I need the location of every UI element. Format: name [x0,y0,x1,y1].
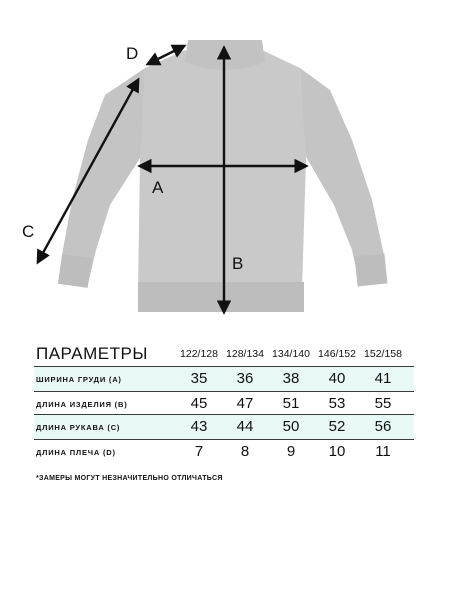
table-row-chest [34,366,414,392]
size-header [176,348,406,360]
row-label: ДЛИНА ПЛЕЧА (D) [36,448,116,457]
left-sleeve [60,68,145,284]
table-row-sleeve [34,414,414,440]
label-shoulder: D [126,44,139,63]
cell: 52 [328,418,346,435]
table-title: ПАРАМЕТРЫ [36,344,148,363]
cell: 53 [328,395,346,412]
cell: 8 [240,443,250,460]
cell: 55 [374,395,392,412]
waistband [138,282,304,312]
size-col-4: 146/152 [318,348,356,360]
size-col-2: 128/134 [226,348,264,360]
size-col-5: 152/158 [364,348,402,360]
cell: 45 [190,395,208,412]
cell: 40 [328,370,346,387]
right-cuff [355,254,388,287]
row-label: ДЛИНА ИЗДЕЛИЯ (В) [36,400,128,409]
cell: 10 [328,443,346,460]
cell: 38 [282,370,300,387]
label-chest: A [152,178,164,197]
cell: 44 [236,418,254,435]
size-col-1: 122/128 [180,348,218,360]
cell: 36 [236,370,254,387]
size-col-3: 134/140 [272,348,310,360]
cell: 11 [375,443,391,460]
cell: 7 [194,443,204,460]
cell: 47 [236,395,254,412]
cell: 51 [282,395,300,412]
label-length: B [232,254,244,273]
cell: 43 [190,418,208,435]
cell: 41 [374,370,392,387]
right-sleeve [300,68,386,286]
sweater-body [138,50,306,290]
row-label: ШИРИНА ГРУДИ (А) [36,375,122,384]
footnote: *ЗАМЕРЫ МОГУТ НЕЗНАЧИТЕЛЬНО ОТЛИЧАТЬСЯ [36,475,223,482]
cell: 56 [374,418,392,435]
table-row-shoulder [34,440,414,466]
label-sleeve: C [22,222,35,241]
cell: 35 [190,370,208,387]
left-cuff [58,254,92,288]
cell: 9 [286,443,296,460]
row-label: ДЛИНА РУКАВА (С) [36,423,121,432]
cell: 50 [282,418,300,435]
